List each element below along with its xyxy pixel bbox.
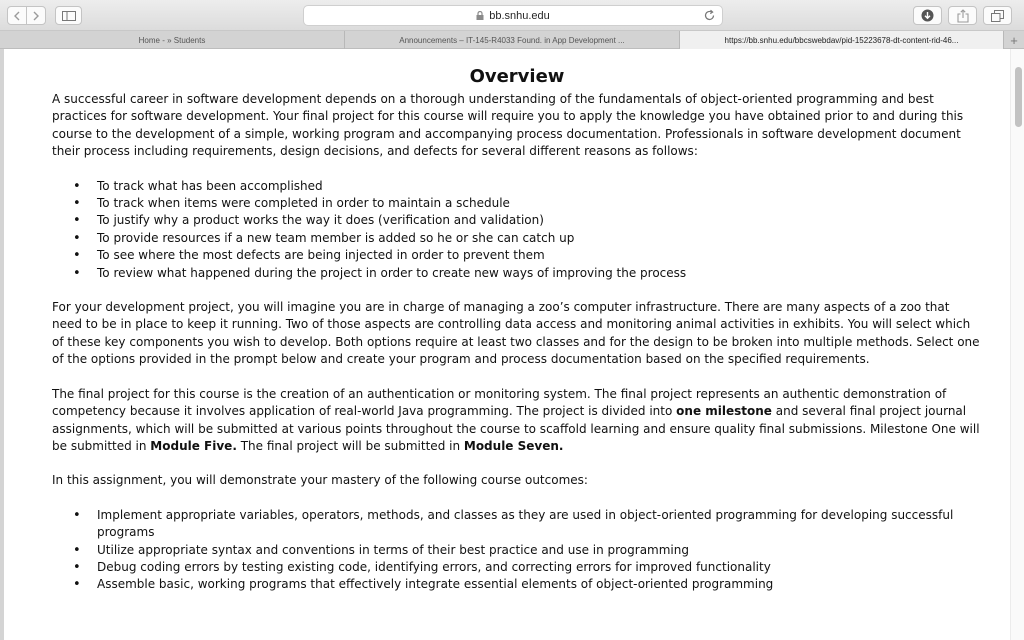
- list-item: • Assemble basic, working programs that effectively integrate essential elements of object-oriented programming: [52, 576, 982, 593]
- sidebar-button[interactable]: [55, 6, 82, 25]
- outcomes-list: [52, 507, 982, 594]
- list-item: • To justify why a product works the way it does (verification and validation): [52, 212, 982, 229]
- list-item: • Utilize appropriate syntax and conventions in terms of their best practice and use in programming: [52, 542, 982, 559]
- download-icon: [921, 9, 934, 22]
- browser-toolbar: [0, 0, 1024, 31]
- tab-home-students[interactable]: [0, 31, 345, 49]
- paragraph-text: The final project will be submitted in: [236, 438, 464, 453]
- intro-paragraph: A successful career in software development depends on a thorough understanding of the fundamentals of object-oriented programming and best practices for software development. Your final project for this course will require you to apply the knowledge you have obtained prior to and during this course to the development of a simple, working program and accompanying process documentation. Professionals in software development document their process including requirements, design decisions, and defects for several different reasons as follows:: [52, 92, 964, 159]
- share-icon: [957, 9, 969, 23]
- list-item: • To track when items were completed in order to maintain a schedule: [52, 195, 982, 212]
- chevron-right-icon: [32, 11, 40, 21]
- lock-icon: [476, 11, 484, 20]
- downloads-button[interactable]: [913, 6, 942, 25]
- tab-announcements[interactable]: [345, 31, 680, 49]
- back-button[interactable]: [7, 6, 27, 25]
- tabs-overview-icon: [991, 10, 1004, 22]
- tab-label: Home - » Students: [138, 35, 206, 45]
- tab-label: Announcements – IT-145-R4033 Found. in App Development ...: [399, 35, 625, 45]
- paragraph-text: and several final project journal assignments, which will be submitted at various points throughout the course to scaffold learning and ensure quality final submissions. Milestone One will be submitted in: [52, 404, 980, 453]
- vertical-scrollbar[interactable]: [1010, 49, 1024, 640]
- address-text: bb.snhu.edu: [489, 9, 550, 22]
- bold-text: one milestone: [676, 404, 772, 419]
- outcomes-intro: In this assignment, you will demonstrate your mastery of the following course outcomes:: [52, 473, 588, 488]
- forward-button[interactable]: [26, 6, 46, 25]
- plus-icon: +: [1010, 32, 1018, 48]
- list-item: • To see where the most defects are being injected in order to prevent them: [52, 247, 982, 264]
- tab-label: https://bb.snhu.edu/bbcswebdav/pid-15223678-dt-content-rid-46...: [724, 35, 959, 45]
- address-bar[interactable]: [303, 5, 723, 26]
- final-project-paragraph: [52, 386, 982, 456]
- tab-bar: [0, 31, 1024, 49]
- share-button[interactable]: [948, 6, 977, 25]
- tab-active-document[interactable]: [680, 31, 1004, 49]
- list-item: • Implement appropriate variables, operators, methods, and classes as they are used in object-oriented programming for developing successful programs: [52, 507, 982, 542]
- sidebar-icon: [62, 11, 76, 21]
- scrollbar-thumb[interactable]: [1015, 67, 1022, 127]
- list-item: • Debug coding errors by testing existing code, identifying errors, and correcting errors for improved functionality: [52, 559, 982, 576]
- reload-icon[interactable]: [703, 9, 716, 22]
- document-body: [52, 65, 982, 611]
- paragraph-text: The final project for this course is the creation of an authentication or monitoring system. The final project represents an authentic demonstration of competency because it involves application of real-world Java programming. The project is divided into: [52, 386, 947, 419]
- list-item: • To track what has been accomplished: [52, 178, 982, 195]
- chevron-left-icon: [13, 11, 21, 21]
- list-item: • To review what happened during the project in order to create new ways of improving the process: [52, 265, 982, 282]
- new-tab-button[interactable]: [1004, 31, 1024, 49]
- project-paragraph: For your development project, you will imagine you are in charge of managing a zoo’s computer infrastructure. There are many aspects of a zoo that need to be in place to keep it running. Two of those aspects are controlling data access and monitoring animal activities in exhibits. You will select which of these key components you wish to develop. Both options require at least two classes and for the design to be broken into multiple methods. Select one of the options provided in the prompt below and create your program and process documentation based on the specified requirements.: [52, 300, 980, 367]
- list-item: • To provide resources if a new team member is added so he or she can catch up: [52, 230, 982, 247]
- bold-text: Module Seven.: [463, 438, 564, 453]
- bold-text: Module Five.: [150, 438, 237, 453]
- page-content: [4, 49, 1010, 640]
- tabs-overview-button[interactable]: [983, 6, 1012, 25]
- reasons-list: [52, 178, 982, 282]
- page-title: Overview: [469, 66, 565, 87]
